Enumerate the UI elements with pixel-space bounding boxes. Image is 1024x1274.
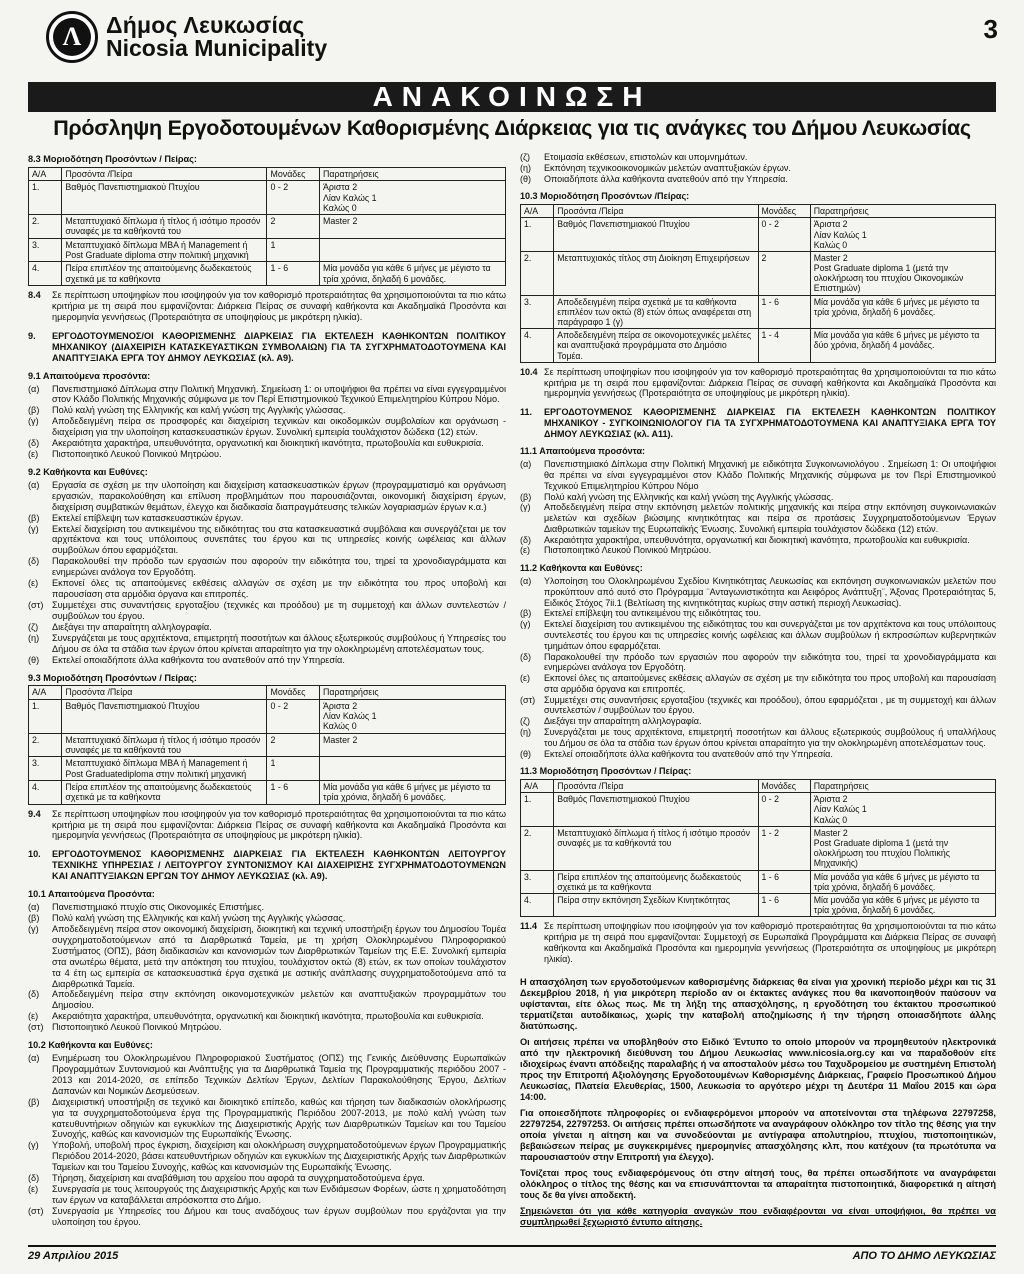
table-cell: 4.	[521, 329, 554, 363]
section-title: 9.1 Απαιτούμενα προσόντα:	[28, 370, 151, 381]
list-item: (α) Πανεπιστημιακό Δίπλωμα στην Πολιτική Μηχανική. Σημείωση 1: οι υποψήφιοι θα πρέπει να είναι εγγεγραμμένοι στον Κλάδο Πολιτικής Μηχανικής σύμφωνα με τον Περί Επιστημονικού Τεχνικού Επιμελητηρίου Κύπρου Νόμο.	[28, 383, 506, 405]
list-item: (γ) Εκτελεί διαχείριση του αντικειμένου της ειδικότητας του στα κατασκευαστικά συμβόλαια και συνεργάζεται με τον αρχιτέκτονα και τους υπόλοιπους συνεπάτες του έργου και τις υπηρεσίες κοινής ωφέλειας και άλλων συμβούλων όπου εφαρμόζεται.	[28, 523, 506, 556]
list-item: (β) Πολύ καλή γνώση της Ελληνικής και καλή γνώση της Αγγλικής γλώσσας.	[520, 491, 834, 502]
footer-date: 29 Απριλίου 2015	[28, 1250, 119, 1262]
table-cell: 2	[758, 251, 810, 295]
table-header-cell: Μονάδες	[267, 167, 319, 180]
table-row	[521, 870, 996, 893]
closing-paragraph: Τονίζεται προς τους ενδιαφερόμενους ότι στην αίτησή τους, θα πρέπει οπωσδήποτε να αναγράφεται ολόκληρος ο τίτλος της θέσης και να επισυνάπτονται τα απαραίτητα πιστοποιητικά, διαφορετικά η αίτησή τους δε θα γίνει αποδεκτή.	[520, 1168, 996, 1201]
table-cell: 2.	[521, 826, 554, 870]
table-cell: 1 - 6	[758, 893, 810, 916]
table-cell: 4.	[521, 893, 554, 916]
table-cell	[319, 757, 505, 781]
table-row	[521, 893, 996, 916]
table-cell: Μία μονάδα για κάθε 6 μήνες με μέγιστο τα τρία χρόνια, δηλαδή 6 μονάδες.	[810, 893, 995, 916]
municipality-seal-icon: Λ	[46, 11, 98, 63]
table-cell: Μεταπτυχιακός τίτλος στη Διοίκηση Επιχειρήσεων	[554, 251, 758, 295]
requirements-list	[28, 384, 506, 460]
table-cell: 1 - 4	[758, 329, 810, 363]
table-header-cell: Α/Α	[521, 780, 554, 793]
table-cell: Μεταπτυχιακό δίπλωμα MBA ή Management ή Post Graduatediploma στην πολιτική μηχανική	[62, 757, 267, 781]
list-item: (γ) Αποδεδειγμένη πείρα σε προσφορές και διαχείριση τεχνικών και οικοδομικών συμβολαίων και οργάνωση - διαχείριση για την υλοποίηση κατασκευαστικών έργων. Συνολική εμπειρία τουλάχιστον δώδεκα (12) ετών.	[28, 416, 506, 438]
list-item: (ζ) Διεξάγει την απαραίτητη αλληλογραφία.	[520, 716, 702, 727]
table-cell: Άριστα 2 Λίαν Καλώς 1 Καλώς 0	[810, 218, 995, 252]
table-header-row	[29, 686, 506, 699]
section-paragraph: 10.4 Σε περίπτωση υποψηφίων που ισοψηφούν για τον καθορισμό προτεραιότητας θα χρησιμοποιούνται τα πιο κάτω κριτήρια με τη σειρά που εμφανίζονται: Διάρκεια Πείρας σε συναφή καθήκοντα και Ακαδημαϊκά Προσόντα και ημερομηνία γεννήσεως (Προτεραιότητα σε υποψηφίους με μικρότερη ηλικία).	[520, 366, 996, 399]
table-header-row	[521, 780, 996, 793]
table-cell: Master 2 Post Graduate diploma 1 (μετά την ολοκλήρωση του πτυχίου Πολιτικής Μηχανικής)	[810, 826, 995, 870]
footer-source: ΑΠΟ ΤΟ ΔΗΜΟ ΛΕΥΚΩΣΙΑΣ	[852, 1250, 996, 1262]
closing-paragraph: Για οποιεσδήποτε πληροφορίες οι ενδιαφερόμενοι μπορούν να αποτείνονται στα τηλέφωνα 22797258, 22797254, 22797253. Οι αιτήσεις πρέπει οπωσδήποτε να αναγράφουν ολόκληρο τον τίτλο της θέσης για την οποία γίνεται η αίτηση και να συνοδεύονται με αντίγραφα απολυτηρίου, πτυχίου, πιστοποιητικών, βεβαιώσεων πείρας με συγκεκριμένες ημερομηνίες απασχόλησης κλπ, που κατέχουν (τα πρωτότυπα να παρουσιαστούν στην Επιτροπή για έλεγχο).	[520, 1108, 996, 1163]
table-cell: 2.	[29, 215, 62, 239]
page-footer	[28, 1245, 996, 1262]
table-cell: 0 - 2	[758, 793, 810, 827]
table-header-cell: Μονάδες	[267, 686, 319, 699]
list-item: (ζ) Ετοιμασία εκθέσεων, επιστολών και υπομνημάτων.	[520, 152, 748, 162]
table-row	[521, 329, 996, 363]
list-item: (β) Πολύ καλή γνώση της Ελληνικής και καλή γνώση της Αγγλικής γλώσσας.	[28, 405, 346, 416]
table-row	[29, 238, 506, 262]
table-header-cell: Προσόντα /Πείρα	[62, 686, 267, 699]
list-item: (ε) Πιστοποιητικό Λευκού Ποινικού Μητρώου.	[520, 545, 712, 556]
section-title: 11.3 Μοριοδότηση Προσόντων / Πείρας:	[520, 766, 692, 777]
table-row	[29, 699, 506, 733]
list-item: (θ) Εκτελεί οποιαδήποτε άλλα καθήκοντα του ανατεθούν από την Υπηρεσία.	[520, 748, 833, 759]
table-header-cell: Α/Α	[29, 686, 62, 699]
table-cell: 3.	[521, 870, 554, 893]
section-paragraph: 8.4 Σε περίπτωση υποψηφίων που ισοψηφούν για τον καθορισμό προτεραιότητας θα χρησιμοποιούνται τα πιο κάτω κριτήρια με τη σειρά που εμφανίζονται: Διάρκεια Πείρας σε συναφή καθήκοντα και Ακαδημαϊκά Προσόντα και ημερομηνία γεννήσεως (Προτεραιότητα σε υποψηφίους με μικρότερη ηλικία).	[28, 290, 506, 322]
duties-list	[28, 480, 506, 666]
table-row	[521, 218, 996, 252]
table-row	[521, 793, 996, 827]
section-title: 9.2 Καθήκοντα και Ευθύνες:	[28, 466, 148, 477]
table-cell: Μία μονάδα για κάθε 6 μήνες με μέγιστο τα δύο χρόνια, δηλαδή 4 μονάδες.	[810, 329, 995, 363]
closing-notes	[520, 977, 996, 1228]
list-item: (θ) Οποιαδήποτε άλλα καθήκοντα ανατεθούν από την Υπηρεσία.	[520, 173, 788, 184]
list-item: (α) Ενημέρωση του Ολοκληρωμένου Πληροφοριακού Συστήματος (ΟΠΣ) της Γενικής Διεύθυνσης Ευρωπαϊκών Προγραμμάτων Συντονισμού και Ανάπτυξης για τα Διαρθρωτικά Ταμεία της Προγραμματικής περιόδου 2007 - 2013 και 2014-2020, σε επίπεδο Τεχνικών Δελτίων Έργων, Δελτίων Παρακολούθησης Έργου, Δελτίων Δαπανών και Νομικών Δεσμεύσεων.	[28, 1053, 506, 1096]
table-header-cell: Μονάδες	[758, 780, 810, 793]
table-cell: Μία μονάδα για κάθε 6 μήνες με μέγιστο τα τρία χρόνια, δηλαδή 6 μονάδες.	[810, 870, 995, 893]
section-heading: 10. ΕΡΓΟΔΟΤΟΥΜΕΝΟΣ ΚΑΘΟΡΙΣΜΕΝΗΣ ΔΙΑΡΚΕΙΑΣ ΓΙΑ ΕΚΤΕΛΕΣΗ ΚΑΘΗΚΟΝΤΩΝ ΛΕΙΤΟΥΡΓΟΥ ΤΕΧΝΙΚΗΣ ΥΠΗΡΕΣΙΑΣ / ΛΕΙΤΟΥΡΓΟΥ ΣΥΝΤΟΝΙΣΜΟΥ ΚΑΙ ΔΙΑΧΕΙΡΙΣΗΣ ΣΥΓΧΡΗΜΑΤΟΔΟΤΟΥΜΕΝΩΝ ΚΑΙ ΑΝΑΠΤΥΞΙΑΚΩΝ ΕΡΓΩΝ ΤΟΥ ΔΗΜΟΥ ΛΕΥΚΩΣΙΑΣ (κλ. Α9).	[28, 849, 506, 882]
list-item: (δ) Παρακολουθεί την πρόοδο των εργασιών που αφορούν την ειδικότητα του, τηρεί τα χρονοδιαγράμματα και ενημερώνει ανάλογα τον Εργοδότη.	[28, 556, 506, 578]
table-cell: Άριστα 2 Λίαν Καλώς 1 Καλώς 0	[810, 793, 995, 827]
headline: Πρόσληψη Εργοδοτουμένων Καθορισμένης Διάρκειας για τις ανάγκες του Δήμου Λευκωσίας	[53, 116, 971, 140]
table-header-cell: Παρατηρήσεις	[810, 780, 995, 793]
right-column	[520, 152, 996, 1233]
table-cell: Μία μονάδα για κάθε 6 μήνες με μέγιστο τα τρία χρόνια, δηλαδή 6 μονάδες.	[810, 295, 995, 329]
table-cell: Βαθμός Πανεπιστημιακού Πτυχίου	[62, 699, 267, 733]
table-cell: 4.	[29, 262, 62, 286]
list-item: (δ) Αποδεδειγμένη πείρα στην εκπόνηση οικονομοτεχνικών μελετών και αναπτυξιακών προγραμμάτων του Δημοσίου.	[28, 989, 506, 1011]
table-header-cell: Προσόντα /Πείρα	[554, 205, 758, 218]
table-row	[29, 733, 506, 757]
section-title: 11.2 Καθήκοντα και Ευθύνες:	[520, 563, 643, 574]
list-item: (στ) Συνεργασία με Υπηρεσίες του Δήμου και τους αναδόχους των έργων συμβούλων που εργάζονται για την υλοποίηση του έργου.	[28, 1205, 506, 1227]
table-header-cell: Παρατηρήσεις	[319, 686, 505, 699]
table-header-cell: Παρατηρήσεις	[319, 167, 505, 180]
page-number: 3	[983, 14, 998, 44]
table-cell: Πείρα στην εκπόνηση Σχεδίων Κινητικότητας	[554, 893, 758, 916]
list-item: (η) Εκπόνηση τεχνικοοικονομικών μελετών αναπτυξιακών έργων.	[520, 162, 791, 173]
table-cell: Άριστα 2 Λίαν Καλώς 1 Καλώς 0	[319, 181, 505, 215]
table-cell: Βαθμός Πανεπιστημιακού Πτυχίου	[554, 793, 758, 827]
section-title: 10.2 Καθήκοντα και Ευθύνες:	[28, 1040, 153, 1051]
table-cell: Βαθμός Πανεπιστημιακού Πτυχίου	[554, 218, 758, 252]
list-item: (α) Πανεπιστημιακό πτυχίο στις Οικονομικές Επιστήμες.	[28, 902, 265, 913]
table-cell: Βαθμός Πανεπιστημιακού Πτυχίου	[62, 181, 267, 215]
list-item: (γ) Εκτελεί διαχείριση του αντικειμένου της ειδικότητας του και συνεργάζεται με τον αρχιτέκτονα και τους υπόλοιπους συντελεστές του έργου και τις υπηρεσίες κοινής ωφέλειας και άλλων συμβούλων ή εκπροσώπων κυβερνητικών τμημάτων όπου εφαρμόζεται.	[520, 619, 996, 651]
scoring-table	[28, 685, 506, 804]
table-cell: 1 - 2	[758, 826, 810, 870]
table-cell: Πείρα επιπλέον της απαιτούμενης δωδεκαετούς σχετικά με τα καθήκοντα	[554, 870, 758, 893]
list-item: (στ) Συμμετέχει στις συναντήσεις εργοταξίου (τεχνικές και προόδου), όπου εφαρμόζεται , με τη συμμετοχή και άλλων συντελεστών / συμβούλων του έργου.	[520, 694, 996, 716]
table-row	[29, 181, 506, 215]
table-header-cell: Προσόντα /Πείρα	[554, 780, 758, 793]
table-row	[521, 826, 996, 870]
table-cell: 1 - 6	[267, 262, 319, 286]
section-title: 9.3 Μοριοδότηση Προσόντων / Πείρας:	[28, 672, 197, 683]
table-cell: 1 - 6	[758, 295, 810, 329]
duties-list	[28, 1053, 506, 1228]
closing-paragraph: Οι αιτήσεις πρέπει να υποβληθούν στο Ειδικό Έντυπο το οποίο μπορούν να προμηθευτούν ηλεκτρονικά από την ηλεκτρονική διεύθυνση του Δήμου Λευκωσίας www.nicosia.org.cy και να παραδοθούν είτε ιδιοχείρως έναντι απόδειξης παραλαβής ή να αποσταλούν μέσω του Ταχυδρομείου με συστημένη Επιστολή προς την Επιτροπή Αξιολόγησης Εργοδοτουμένων Καθορισμένης Διάρκειας, Γραφείο Προσωπικού Δήμου Λευκωσίας, Πλατεία Ελευθερίας, 1500, Λευκωσία το αργότερο μέχρι τη Δευτέρα 11 Μαΐου 2015 και ώρα 14:00.	[520, 1037, 996, 1103]
list-item: (β) Εκτελεί επίβλεψη των κατασκευαστικών έργων.	[28, 512, 244, 523]
table-cell: 4.	[29, 780, 62, 804]
section-title: 10.3 Μοριοδότηση Προσόντων /Πείρας:	[520, 191, 690, 202]
section-heading: 9. ΕΡΓΟΔΟΤΟΥΜΕΝΟΣ/ΟΙ ΚΑΘΟΡΙΣΜΕΝΗΣ ΔΙΑΡΚΕΙΑΣ ΓΙΑ ΕΚΤΕΛΕΣΗ ΚΑΘΗΚΟΝΤΩΝ ΠΟΛΙΤΙΚΟΥ ΜΗΧΑΝΙΚΟΥ (ΔΙΑΧΕΙΡΙΣΗ ΚΑΤΑΣΚΕΥΑΣΤΙΚΩΝ ΣΥΜΒΟΛΑΙΩΝ) ΓΙΑ ΤΑ ΣΥΓΧΡΗΜΑΤΟΔΟΤΟΥΜΕΝΑ ΚΑΙ ΑΝΑΠΤΥΞΙΑΚΑ ΕΡΓΑ ΤΟΥ ΔΗΜΟΥ ΛΕΥΚΩΣΙΑΣ (κλ. Α9).	[28, 330, 506, 363]
list-item: (στ) Συμμετέχει στις συναντήσεις εργοταξίου (τεχνικές και προόδου) με τη συμμετοχή και άλλων συντελεστών / συμβούλων του έργου.	[28, 600, 506, 621]
table-cell: 1.	[521, 793, 554, 827]
list-item: (α) Υλοποίηση του Ολοκληρωμένου Σχεδίου Κινητικότητας Λευκωσίας και εκπόνηση συγκοινωνιακών μελετών που προκύπτουν από αυτό στο Πρόγραμμα ¨Ανταγωνιστικότητα και Αειφόρος Ανάπτυξη¨, Άξονας Προτεραιότητας 5, Ειδικός Στόχος 7ii.1 (Βελτίωση της κινητικότητας κυρίως στην αστική περιοχή Λευκωσίας).	[520, 576, 996, 608]
table-header-row	[29, 167, 506, 180]
list-item: (ε) Πιστοποιητικό Λευκού Ποινικού Μητρώου.	[28, 449, 222, 460]
table-cell: Μεταπτυχιακό δίπλωμα MBA ή Management ή Post Graduate diploma στην πολιτική μηχανική	[62, 238, 267, 262]
list-item: (η) Συνεργάζεται με τους αρχιτέκτονα, επιμετρητή ποσοτήτων και άλλους εξωτερικούς συμβούλους ή υπαλλήλους του Δήμου σε όλα τα στάδια των έργων όπου κρίνεται απαραίτητο για την ολοκληρωμένη αποτελέσματων τους.	[520, 726, 996, 748]
table-header-cell: Α/Α	[29, 167, 62, 180]
list-item: (δ) Ακεραιότητα χαρακτήρα, υπευθυνότητα, οργανωτική και διοικητική ικανότητα, πρωτοβουλία και ευθυκρισία.	[28, 438, 484, 449]
closing-paragraph: Σημειώνεται ότι για κάθε κατηγορία αναγκών που ενδιαφέρονται να είναι υποψήφιοι, θα πρέπει να συμπληρωθεί ξεχωριστό έντυπο αίτησης.	[520, 1206, 996, 1228]
list-item: (γ) Αποδεδειγμένη πείρα στην εκπόνηση μελετών πολιτικής μηχανικής και πείρα στην εκπόνηση συγκοινωνιακών μελετών και σχεδίων βιώσιμης κινητικότητας και πείρα σε προτάσεις Συγχρηματοδοτούμενων Έργων Διαθρωτικών ταμείων της Ευρωπαϊκής Ένωσης. Συνολική εμπειρία τουλάχιστον δώδεκα (12) ετών.	[520, 502, 996, 534]
table-cell: 1	[267, 757, 319, 781]
table-cell: 0 - 2	[758, 218, 810, 252]
announcement-banner: ΑΝΑΚΟΙΝΩΣΗ	[28, 82, 996, 112]
table-cell: Master 2	[319, 215, 505, 239]
list-item: (β) Πολύ καλή γνώση της Ελληνικής και καλή γνώση της Αγγλικής γλώσσας.	[28, 912, 346, 923]
table-header-cell: Μονάδες	[758, 205, 810, 218]
table-row	[29, 757, 506, 781]
table-cell: 2.	[29, 733, 62, 757]
list-item: (α) Πανεπιστημιακό Δίπλωμα στην Πολιτική Μηχανική με ειδικότητα Συγκοινωνιολόγου . Σημείωση 1: Οι υποψήφιοι θα πρέπει να είναι εγγεγραμμένοι στον Κλάδο Πολιτικής Μηχανικής σύμφωνα με τον Περί Επιστημονικού Τεχνικού Επιμελητηρίου Κύπρου Νόμο	[520, 459, 996, 491]
table-row	[29, 780, 506, 804]
masthead-greek: Δήμος Λευκωσίας	[106, 11, 305, 38]
requirements-list	[520, 459, 996, 556]
list-item: (δ) Τήρηση, διαχείριση και αναβάθμιση του αρχείου που αφορά τα συγχρηματοδοτούμενα έργα.	[28, 1173, 425, 1184]
list-item: (η) Συνεργάζεται με τους αρχιτέκτονα, επιμετρητή ποσοτήτων και άλλους εξωτερικούς συμβούλους ή Υπηρεσίες του Δήμου σε όλα τα στάδια των έργων όπου κρίνεται απαραίτητο για την ολοκληρωμένη αποτελέσματων τους.	[28, 632, 506, 654]
list-item: (α) Εργασία σε σχέση με την υλοποίηση και διαχείριση κατασκευαστικών έργων (προγραμματισμό και οργάνωση εργασιών, παρακολούθηση και επίλυση προβλημάτων που παρουσιάζονται, οικονομική διαχείριση έργων, διαχείριση συμβατικών θεμάτων, έλεγχο και διαδικασία διαπραγμάτευσης τελικών λογαριασμών έργων κ.α.)	[28, 479, 506, 512]
table-row	[29, 262, 506, 286]
table-cell: Πείρα επιπλέον της απαιτούμενης δωδεκαετούς σχετικά με τα καθήκοντα	[62, 262, 267, 286]
masthead	[46, 8, 327, 66]
table-cell: Αποδεδειγμένη πείρα σχετικά με τα καθήκοντα επιπλέον των οκτώ (8) ετών όπως αναφέρεται στη παράγραφο 1 (γ)	[554, 295, 758, 329]
section-title: 8.3 Μοριοδότηση Προσόντων / Πείρας:	[28, 154, 197, 164]
table-cell: 0 - 2	[267, 699, 319, 733]
list-item: (ε) Συνεργασία με τους λειτουργούς της Διαχειριστικής Αρχής και των Ενδιάμεσων Φορέων, ώστε η χρηματοδότηση των έργων να καταβάλλεται απρόσκοπτα στο Δήμο.	[28, 1184, 506, 1206]
left-column	[28, 152, 506, 1228]
list-item: (ε) Εκπονεί όλες τις απαιτούμενες εκθέσεις αλλαγών σε σχέση με την ειδικότητα του προς υποβολή και παρουσίαση στα αρμόδια όργανα και επιτροπές.	[520, 673, 996, 694]
list-item: (δ) Παρακολουθεί την πρόοδο των εργασιών που αφορούν την ειδικότητα του, τηρεί τα χρονοδιαγράμματα και ενημερώνει ανάλογα τον Εργοδότη.	[520, 651, 996, 673]
list-item: (γ) Αποδεδειγμένη πείρα στον οικονομική διαχείριση, διοικητική και τεχνική υποστήριξη έργων του Δημοσίου Τομέα συγχρηματοδοτούμενων από τα Διαρθρωτικά Ταμεία, με τη χρήση Ολοκληρωμένου Πληροφοριακού Συστήματος (ΟΠΣ), βάση διαδικασιών και κανονισμών των Διαρθρωτικών Ταμείων της Ε.Ε. Συνολική εμπειρία στα ανωτέρω θέματα, μετά την απόκτηση του πτυχίου, τουλάχιστον οκτώ (8) ετών, εκ των οποίων τουλάχιστον τα 4 έτη ως εμπειρία σε κατασκευαστικά έργα σχετικά με αστικής ανάπλασης συγχρηματοδοτούμενα από τα Διαρθρωτικά Ταμεία.	[28, 923, 506, 989]
table-cell: 3.	[29, 238, 62, 262]
table-cell: 1.	[521, 218, 554, 252]
table-header-cell: Προσόντα /Πείρα	[62, 167, 267, 180]
list-item: (ε) Εκπονεί όλες τις απαιτούμενες εκθέσεις αλλαγών σε σχέση με την ειδικότητα του προς υποβολή και παρουσίαση στα αρμόδια όργανα και επιτροπές.	[28, 578, 506, 600]
duties-list	[520, 576, 996, 759]
table-cell: Μεταπτυχιακό δίπλωμα ή τίτλος ή ισότιμο προσόν συναφές με τα καθήκοντά του	[554, 826, 758, 870]
table-row	[521, 295, 996, 329]
list-item: (στ) Πιστοποιητικό Λευκού Ποινικού Μητρώου.	[28, 1022, 222, 1033]
table-cell: Master 2 Post Graduate diploma 1 (μετά την ολοκλήρωση του πτυχίου Οικονομικών Επιστημών)	[810, 251, 995, 295]
table-header-cell: Παρατηρήσεις	[810, 205, 995, 218]
scoring-table	[520, 204, 996, 363]
list-item: (δ) Ακεραιότητα χαρακτήρα, υπευθυνότητα, οργανωτική και διοικητική ικανότητα, πρωτοβουλία και ευθυκρισία.	[520, 534, 970, 545]
list-item: (γ) Υποβολή, υποβολή προς έγκριση, διαχείριση και ολοκλήρωση συγχρηματοδοτούμενων έργων Προγραμματικής Περιόδου 2014-2020, βάσει κατευθυντήριων οδηγιών και εγκυκλίων της Διαχειριστικής Αρχής των Διαρθρωτικών Ταμείων και του Ταμείου Συνοχής, καθώς και κανονισμών της Ευρωπαϊκής Ένωσης.	[28, 1140, 506, 1173]
table-cell: 2	[267, 733, 319, 757]
table-row	[29, 215, 506, 239]
scoring-table	[520, 779, 996, 917]
list-item: (ε) Ακεραιότητα χαρακτήρα, υπευθυνότητα, οργανωτική και διοικητική ικανότητα, πρωτοβουλία και ευθυκρισία.	[28, 1011, 484, 1022]
table-cell: 1.	[29, 699, 62, 733]
section-title: 10.1 Απαιτούμενα Προσόντα:	[28, 889, 155, 900]
requirements-list	[28, 902, 506, 1033]
table-cell: 2.	[521, 251, 554, 295]
table-cell: Μεταπτυχιακό δίπλωμα ή τίτλος ή ισότιμο προσόν συναφές με τα καθήκοντά του	[62, 733, 267, 757]
section-paragraph: 9.4 Σε περίπτωση υποψηφίων που ισοψηφούν για τον καθορισμό προτεραιότητας θα χρησιμοποιούνται τα πιο κάτω κριτήρια με τη σειρά που εμφανίζονται: Διάρκεια Πείρας σε συναφή καθήκοντα και Ακαδημαϊκά Προσόντα και ημερομηνία γεννήσεως (Προτεραιότητα σε υποψηφίους με μικρότερη ηλικία).	[28, 808, 506, 841]
table-cell: Αποδεδειγμένη πείρα σε οικονομοτεχνικές μελέτες και αναπτυξιακά προγράμματα στο Δημόσιο Τομέα.	[554, 329, 758, 363]
table-cell: 1	[267, 238, 319, 262]
list-item: (β) Διαχειριστική υποστήριξη σε τεχνικό και διοικητικό επίπεδο, καθώς και τήρηση των διαδικασιών ολοκλήρωσης για τα συγχρηματοδοτούμενα έργα της Προγραμματικής Περιόδου 2007-2013, με πολύ καλή γνώση των κατευθυντήριων οδηγιών και εγκυκλίων της Διαχειριστικής Αρχής των Διαρθρωτικών Ταμείων και του Ταμείου Συνοχής, καθώς και κανονισμών της Ευρωπαϊκής Ένωσης.	[28, 1096, 506, 1140]
table-cell: 2	[267, 215, 319, 239]
table-header-row	[521, 205, 996, 218]
table-cell: 1 - 6	[267, 780, 319, 804]
scoring-table	[28, 167, 506, 286]
table-cell: Μεταπτυχιακό δίπλωμα ή τίτλος ή ισότιμο προσόν συναφές με τα καθήκοντά του	[62, 215, 267, 239]
table-header-cell: Α/Α	[521, 205, 554, 218]
table-cell: Άριστα 2 Λίαν Καλώς 1 Καλώς 0	[319, 699, 505, 733]
table-cell	[319, 238, 505, 262]
table-cell: Μία μονάδα για κάθε 6 μήνες με μέγιστο τα τρία χρόνια, δηλαδή 6 μονάδες.	[319, 780, 505, 804]
table-cell: 1.	[29, 181, 62, 215]
table-cell: 3.	[521, 295, 554, 329]
list-item: (β) Εκτελεί επίβλεψη του αντικειμένου της ειδικότητας του.	[520, 608, 761, 619]
section-heading: 11. ΕΡΓΟΔΟΤΟΥΜΕΝΟΣ ΚΑΘΟΡΙΣΜΕΝΗΣ ΔΙΑΡΚΕΙΑΣ ΓΙΑ ΕΚΤΕΛΕΣΗ ΚΑΘΗΚΟΝΤΩΝ ΠΟΛΙΤΙΚΟΥ ΜΗΧΑΝΙΚΟΥ - ΣΥΓΚΟΙΝΩΝΙΟΛΟΓΟΥ ΓΙΑ ΤΑ ΣΥΓΧΡΗΜΑΤΟΔΟΤΟΥΜΕΝΑ ΚΑΙ ΑΝΑΠΤΥΞΙΑΚΑ ΕΡΓΑ ΤΟΥ ΔΗΜΟΥ ΛΕΥΚΩΣΙΑΣ (κλ. Α11).	[520, 407, 996, 439]
closing-paragraph: Η απασχόληση των εργοδοτούμενων καθορισμένης διάρκειας θα είναι για χρονική περίοδο μέχρι και τις 31 Δεκεμβρίου 2018, ή για μικρότερη περίοδο αν οι έκτακτες ανάγκες που θα ικανοποιηθούν παύσουν να υφίστανται, είτε όλως πως. Με τη λήξη της απασχόλησης, η εργοδότηση του έκτακτου προσωπικού τερματίζεται αυτοδίκαιως, χωρίς την καταβολή αποζημίωσης ή την τήρηση οποιασδήποτε άλλης διατύπωσης.	[520, 977, 996, 1032]
table-cell: Μία μονάδα για κάθε 6 μήνες με μέγιστο τα τρία χρόνια, δηλαδή 6 μονάδες.	[319, 262, 505, 286]
list-item: (ζ) Διεξάγει την απαραίτητη αλληλογραφία.	[28, 621, 212, 632]
list-item: (θ) Εκτελεί οποιαδήποτε άλλα καθήκοντα του ανατεθούν από την Υπηρεσία.	[28, 654, 345, 665]
section-title: 11.1 Απαιτούμενα προσόντα:	[520, 446, 646, 457]
table-cell: 3.	[29, 757, 62, 781]
masthead-english: Nicosia Municipality	[106, 35, 328, 61]
section-paragraph: 11.4 Σε περίπτωση υποψηφίων που ισοψηφούν για τον καθορισμό προτεραιότητας θα χρησιμοποιούνται τα πιο κάτω κριτήρια με τη σειρά που εμφανίζονται: Συμμετοχή σε Ευρωπαϊκά Προγράμματα και Διάρκεια Πείρας σε συναφή καθήκοντα και Ακαδημαϊκά Προσόντα και ημερομηνία γεννήσεως (Προτεραιότητα σε υποψηφίους με μικρότερη ηλικία).	[520, 921, 996, 964]
table-cell: 1 - 6	[758, 870, 810, 893]
table-cell: 0 - 2	[267, 181, 319, 215]
duties-list-continued	[520, 152, 996, 184]
table-row	[521, 251, 996, 295]
table-cell: Πείρα επιπλέον της απαιτούμενης δωδεκαετούς σχετικά με τα καθήκοντα	[62, 780, 267, 804]
table-cell: Master 2	[319, 733, 505, 757]
